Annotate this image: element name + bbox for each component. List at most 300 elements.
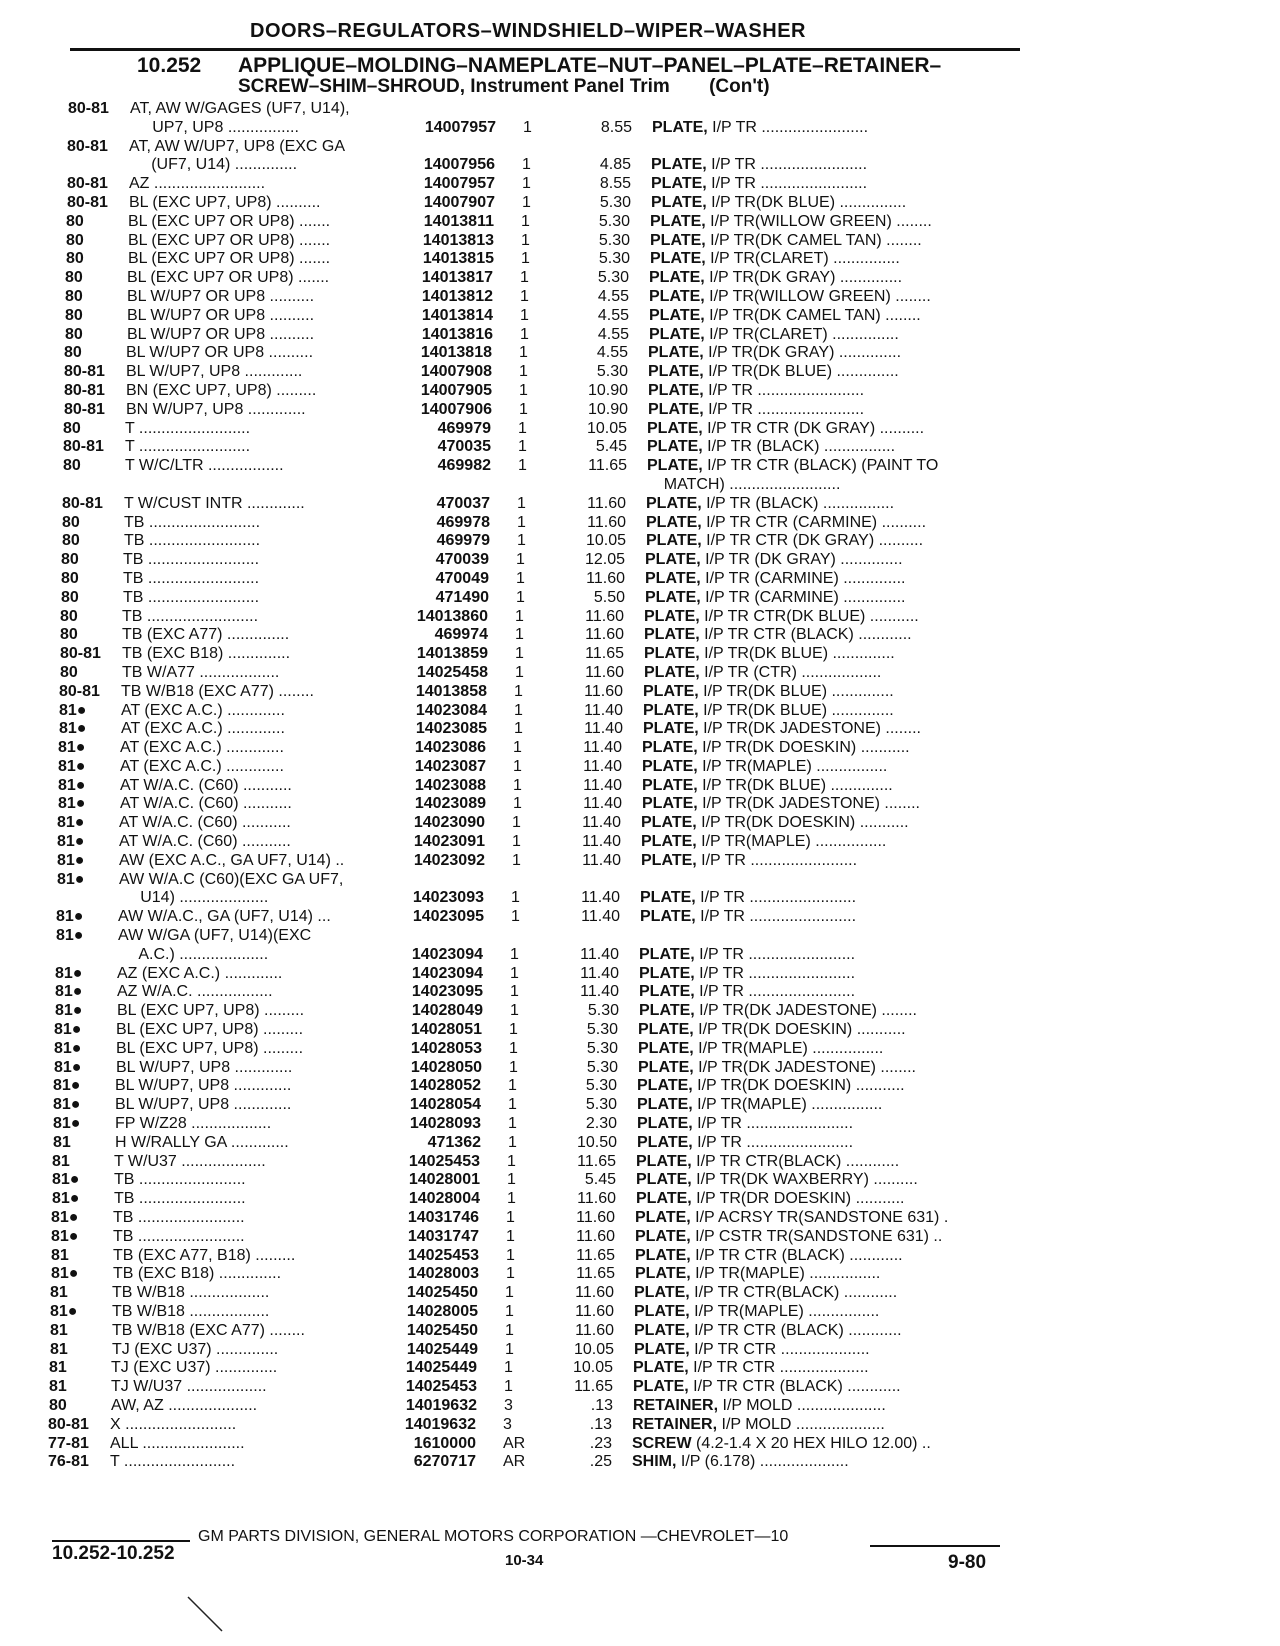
table-row [0, 269, 1280, 288]
row-model-year: 80-81 [64, 400, 105, 418]
row-part-name [645, 570, 1022, 588]
row-part-number: 14028005 [406, 1303, 478, 1320]
row-model-year: 80-81 [64, 381, 105, 399]
row-part-name-keyword: PLATE, [633, 1378, 689, 1396]
row-part-number: 14023086 [414, 739, 486, 757]
row-price: 11.40 [582, 814, 621, 832]
row-price: 11.60 [584, 682, 623, 700]
row-price: 4.55 [597, 306, 629, 324]
row-part-number: 14013858 [415, 682, 487, 700]
row-quantity: 1 [507, 1190, 516, 1208]
row-part-name-detail: I/P TR (BLACK) ................ [702, 438, 896, 456]
row-quantity: 1 [515, 607, 524, 625]
row-model-year: 80 [61, 569, 79, 587]
row-part-name-detail: (4.2-1.4 X 20 HEX HILO 12.00) .. [691, 1434, 931, 1452]
row-price: 11.65 [585, 645, 624, 663]
row-part-name [648, 344, 1022, 362]
table-row [0, 1341, 1280, 1360]
row-quantity: 1 [513, 757, 522, 775]
row-quantity: 1 [518, 457, 527, 475]
row-part-name [638, 1040, 1022, 1058]
table-row [0, 532, 1280, 551]
row-part-name [638, 1059, 1022, 1077]
row-part-name-keyword: PLATE, [645, 569, 701, 587]
row-quantity: 1 [517, 494, 526, 512]
row-part-number: 6270717 [413, 1453, 476, 1471]
row-part-name-keyword: PLATE, [634, 1284, 690, 1302]
row-part-number: 469978 [436, 513, 490, 531]
row-part-name-detail: I/P TR(DK BLUE) ............... [706, 193, 907, 211]
row-quantity: 1 [510, 983, 519, 1001]
table-row [0, 363, 1280, 382]
row-part-name [649, 326, 1022, 344]
row-part-name-keyword: PLATE, [635, 1246, 691, 1264]
row-part-name-keyword: SHIM, [632, 1453, 677, 1471]
row-part-name [645, 589, 1022, 607]
row-quantity: 1 [518, 419, 527, 437]
row-part-name-detail: I/P TR CTR (BLACK) ............ [688, 1378, 901, 1396]
row-price: 5.30 [596, 363, 628, 381]
table-row [0, 589, 1280, 608]
row-usage-description: AT W/A.C. (C60) ........... [119, 814, 291, 832]
row-part-name-detail: I/P TR ........................ [706, 175, 868, 193]
row-quantity: 1 [513, 739, 522, 757]
row-price: 11.40 [583, 776, 622, 794]
row-part-name-detail: I/P TR CTR (BLACK) (PAINT TO [702, 457, 939, 475]
row-quantity: 1 [521, 212, 530, 230]
row-part-name [646, 476, 1022, 494]
row-price: 4.55 [597, 325, 629, 343]
row-price: 11.65 [576, 1265, 615, 1283]
row-part-name-keyword: PLATE, [634, 1321, 690, 1339]
row-usage-description: TB W/B18 (EXC A77) ........ [121, 682, 314, 700]
row-part-name-detail: I/P TR(DK DOESKIN) ........... [696, 814, 909, 832]
row-model-year: 77-81 [48, 1434, 89, 1452]
row-part-name [635, 1209, 1022, 1227]
row-usage-description: UP7, UP8 ................ [130, 118, 299, 136]
table-row [0, 702, 1280, 721]
row-part-number: 470037 [436, 494, 490, 512]
row-part-name-keyword: PLATE, [639, 983, 695, 1001]
row-model-year: 81● [51, 1209, 79, 1227]
row-part-name-keyword: PLATE, [638, 1021, 694, 1039]
row-model-year: 80-81 [64, 363, 105, 381]
row-part-name-keyword: PLATE, [646, 494, 702, 512]
table-row [0, 100, 1280, 119]
row-part-name-keyword: PLATE, [644, 607, 700, 625]
row-price: 5.30 [599, 193, 631, 211]
row-part-name-keyword: PLATE, [636, 1190, 692, 1208]
row-part-name-keyword: PLATE, [643, 720, 699, 738]
row-usage-description: TB ......................... [124, 513, 261, 531]
table-row [0, 344, 1280, 363]
row-model-year: 81● [59, 701, 87, 719]
row-part-name-detail: I/P TR CTR(BLACK) ............ [691, 1152, 900, 1170]
row-usage-description: BL W/UP7 OR UP8 .......... [127, 306, 315, 324]
row-model-year: 81 [50, 1340, 68, 1358]
row-part-name-detail: I/P TR(DK JADESTONE) ........ [697, 795, 920, 813]
row-part-name-detail: I/P TR ........................ [692, 1133, 854, 1151]
table-row [0, 1228, 1280, 1247]
row-model-year: 81● [56, 908, 84, 926]
table-row [0, 1134, 1280, 1153]
row-part-number: 1610000 [413, 1434, 476, 1452]
row-usage-description: (UF7, U14) .............. [129, 156, 298, 174]
row-usage-description: T ......................... [125, 419, 251, 437]
row-part-name-detail: I/P TR(DK DOESKIN) ........... [693, 1021, 906, 1039]
row-part-name-keyword: PLATE, [645, 551, 701, 569]
row-part-name [651, 194, 1022, 212]
table-row [0, 1247, 1280, 1266]
row-part-name-keyword: PLATE, [642, 757, 698, 775]
row-part-name [633, 1359, 1022, 1377]
row-part-number: 14023095 [412, 908, 484, 926]
row-model-year: 80 [63, 457, 81, 475]
row-part-name-keyword: PLATE, [649, 325, 705, 343]
row-model-year: 81● [53, 1096, 81, 1114]
footer-date: 9-80 [948, 1552, 987, 1573]
section-title-line2 [238, 76, 770, 98]
row-price: 11.60 [586, 569, 625, 587]
row-part-name [636, 1190, 1022, 1208]
row-part-number: 14007905 [420, 381, 492, 399]
row-part-number: 470039 [435, 551, 489, 569]
row-part-name-keyword: PLATE, [637, 1096, 693, 1114]
row-usage-description: TB ........................ [113, 1209, 245, 1227]
row-part-number: 14028004 [408, 1190, 480, 1208]
row-part-name-keyword: PLATE, [641, 851, 697, 869]
row-part-number: 469974 [434, 626, 488, 644]
row-part-name-keyword: PLATE, [651, 175, 707, 193]
row-part-name-detail: I/P TR CTR (CARMINE) .......... [701, 513, 927, 531]
row-part-number: 14007957 [423, 175, 495, 193]
row-part-name-detail: I/P TR CTR (BLACK) ............ [689, 1321, 902, 1339]
row-model-year: 81● [57, 814, 85, 832]
row-part-name [643, 720, 1022, 738]
table-row [0, 720, 1280, 739]
row-model-year: 80 [66, 231, 84, 249]
row-price: 11.60 [585, 663, 624, 681]
row-part-name [648, 382, 1022, 400]
row-price: 11.60 [585, 607, 624, 625]
row-quantity: 1 [513, 776, 522, 794]
row-quantity: 1 [509, 1058, 518, 1076]
section-continued: (Con't) [709, 76, 770, 97]
row-part-name-keyword: PLATE, [635, 1209, 691, 1227]
row-price: 10.90 [587, 400, 628, 418]
row-part-number: 14023093 [412, 889, 484, 907]
row-price: 11.40 [584, 701, 623, 719]
row-part-number: 14023084 [415, 701, 487, 719]
row-quantity: 1 [517, 532, 526, 550]
row-part-name-detail: I/P MOLD .................... [718, 1396, 886, 1414]
row-model-year: 80 [60, 663, 78, 681]
row-part-name-keyword: PLATE, [650, 231, 706, 249]
row-part-name-detail: I/P TR CTR (DK GRAY) .......... [702, 419, 925, 437]
row-quantity: 1 [504, 1378, 513, 1396]
row-quantity: AR [503, 1434, 526, 1452]
row-price: 5.30 [585, 1077, 617, 1095]
row-part-name-keyword: PLATE, [636, 1171, 692, 1189]
row-part-name-detail: I/P TR(DK DOESKIN) ........... [697, 739, 910, 757]
row-part-number: 14028050 [410, 1058, 482, 1076]
row-part-name [645, 551, 1022, 569]
row-price: 10.90 [587, 381, 628, 399]
row-usage-description: X ......................... [110, 1415, 237, 1433]
stray-pen-mark [186, 1595, 226, 1635]
row-part-name-keyword: PLATE, [642, 795, 698, 813]
row-usage-description: TB W/A77 .................. [122, 663, 280, 681]
row-quantity: 1 [512, 851, 521, 869]
row-quantity: 1 [508, 1096, 517, 1114]
row-part-number: 470049 [435, 569, 489, 587]
row-price: 11.65 [577, 1152, 616, 1170]
row-quantity: 1 [509, 1039, 518, 1057]
row-part-name-keyword: PLATE, [648, 344, 704, 362]
row-part-name-detail: I/P TR(DK BLUE) .............. [697, 776, 893, 794]
row-part-name-keyword: PLATE, [637, 1133, 693, 1151]
row-part-name-detail: I/P ACRSY TR(SANDSTONE 631) . [690, 1209, 949, 1227]
row-quantity: 1 [511, 908, 520, 926]
table-row [0, 1378, 1280, 1397]
row-usage-description: AZ W/A.C. ................. [117, 983, 273, 1001]
row-usage-description: TB (EXC B18) .............. [122, 645, 291, 663]
row-price: 11.60 [587, 494, 626, 512]
table-row [0, 1453, 1280, 1472]
row-part-number: 14025453 [408, 1152, 480, 1170]
row-model-year: 80 [63, 419, 81, 437]
row-usage-description: BL W/UP7, UP8 ............. [116, 1058, 293, 1076]
row-part-number: 14028049 [411, 1002, 483, 1020]
row-part-number: 14028001 [408, 1171, 480, 1189]
row-price: 11.40 [580, 983, 619, 1001]
row-model-year: 80-81 [68, 100, 109, 117]
row-usage-description: FP W/Z28 .................. [115, 1115, 272, 1133]
row-part-name [635, 1228, 1022, 1246]
row-part-name-detail: I/P TR(DK GRAY) .............. [703, 344, 902, 362]
row-usage-description: BL W/UP7 OR UP8 .......... [127, 287, 315, 305]
row-part-name-keyword: PLATE, [649, 287, 705, 305]
row-part-name [634, 1284, 1022, 1302]
row-part-name-detail: I/P TR(DK DOESKIN) ........... [692, 1077, 905, 1095]
row-quantity: 1 [515, 626, 524, 644]
section-title-line1: APPLIQUE–MOLDING–NAMEPLATE–NUT–PANEL–PLATE–RETAINER– [238, 54, 942, 77]
row-part-number: 14025458 [416, 663, 488, 681]
row-part-name-detail: I/P TR ........................ [707, 118, 869, 136]
row-usage-description: AT, AW W/UP7, UP8 (EXC GA [129, 137, 346, 155]
row-model-year: 81● [59, 720, 87, 738]
row-part-name-detail: I/P TR(DR DOESKIN) ........... [691, 1190, 905, 1208]
row-usage-description: BL (EXC UP7 OR UP8) ....... [127, 269, 330, 287]
row-price: .25 [589, 1453, 612, 1471]
row-model-year: 81● [55, 1002, 83, 1020]
row-price: 11.40 [581, 889, 620, 907]
row-part-name-keyword: PLATE, [644, 663, 700, 681]
table-row [0, 119, 1280, 138]
row-part-name [635, 1265, 1022, 1283]
row-part-name-keyword: PLATE, [649, 269, 705, 287]
row-part-name-detail: I/P TR(CLARET) ............... [704, 325, 899, 343]
row-quantity: 1 [511, 889, 520, 907]
row-part-name [636, 1171, 1022, 1189]
row-part-name [632, 1435, 1022, 1453]
table-row [0, 852, 1280, 871]
row-part-name [642, 758, 1022, 776]
row-part-name-keyword: PLATE, [649, 306, 705, 324]
table-row [0, 476, 1280, 495]
row-part-name-detail: I/P TR(DK CAMEL TAN) ........ [704, 306, 921, 324]
table-row [0, 1416, 1280, 1435]
row-model-year: 80 [61, 588, 79, 606]
row-model-year: 80 [65, 269, 83, 287]
row-quantity: 1 [504, 1359, 513, 1377]
row-part-name [642, 739, 1022, 757]
row-part-name-detail: I/P TR(WILLOW GREEN) ........ [704, 287, 931, 305]
row-part-number: 14023085 [415, 720, 487, 738]
row-part-name-detail: I/P TR ........................ [706, 156, 868, 174]
table-row [0, 664, 1280, 683]
row-price: 10.05 [586, 419, 627, 437]
row-model-year: 80 [60, 607, 78, 625]
row-part-name [649, 288, 1022, 306]
row-usage-description: BL W/UP7, UP8 ............. [126, 363, 303, 381]
row-quantity: 1 [518, 438, 527, 456]
row-usage-description: TB ......................... [122, 607, 259, 625]
row-usage-description: TB W/B18 .................. [112, 1284, 270, 1302]
row-part-name-detail: I/P TR(DK BLUE) .............. [703, 363, 899, 381]
row-part-name-detail: I/P TR(DK BLUE) .............. [699, 645, 895, 663]
row-model-year: 80 [66, 212, 84, 230]
table-row [0, 1096, 1280, 1115]
row-part-name-detail: I/P TR ........................ [694, 964, 856, 982]
row-model-year: 80-81 [62, 494, 103, 512]
row-model-year: 81● [57, 833, 85, 851]
table-row [0, 551, 1280, 570]
row-part-name-detail: I/P TR (CARMINE) .............. [700, 588, 906, 606]
parts-table [0, 100, 1280, 1472]
footer-rule-right [870, 1545, 1000, 1547]
row-part-name-keyword: PLATE, [638, 1058, 694, 1076]
table-row [0, 1077, 1280, 1096]
row-part-name [643, 702, 1022, 720]
row-price: 11.60 [585, 626, 624, 644]
row-part-name [652, 119, 1022, 137]
table-row [0, 156, 1280, 175]
section-title-line2-text: SCREW–SHIM–SHROUD, [238, 76, 465, 97]
table-row [0, 250, 1280, 269]
row-part-name [639, 946, 1022, 964]
row-part-name-keyword: RETAINER, [633, 1396, 719, 1414]
row-part-name-detail: I/P TR ........................ [694, 983, 856, 1001]
row-quantity: 1 [516, 588, 525, 606]
row-quantity: AR [503, 1453, 526, 1471]
row-usage-description: BN W/UP7, UP8 ............. [126, 400, 306, 418]
row-quantity: 3 [504, 1396, 513, 1414]
row-part-name-keyword: PLATE, [643, 701, 699, 719]
row-price: 5.30 [598, 250, 630, 268]
row-price: 5.30 [586, 1039, 618, 1057]
row-quantity: 1 [505, 1340, 514, 1358]
row-part-number: 14013818 [420, 344, 492, 362]
row-model-year: 76-81 [48, 1453, 89, 1471]
row-price: 11.40 [582, 833, 621, 851]
table-row [0, 683, 1280, 702]
row-part-name-keyword: PLATE, [639, 945, 695, 963]
row-model-year: 81● [52, 1190, 80, 1208]
row-model-year: 80 [60, 626, 78, 644]
row-usage-description: T ......................... [125, 438, 251, 456]
row-part-name-keyword: PLATE, [636, 1152, 692, 1170]
table-row [0, 1303, 1280, 1322]
table-row [0, 965, 1280, 984]
row-part-number: 14025449 [405, 1359, 477, 1377]
row-model-year: 81● [51, 1227, 79, 1245]
row-model-year: 81● [50, 1303, 78, 1320]
row-part-number: 471490 [435, 588, 489, 606]
row-quantity: 1 [506, 1209, 515, 1227]
row-model-year: 81● [54, 1021, 82, 1039]
row-part-number: 14023095 [411, 983, 483, 1001]
row-quantity: 1 [519, 344, 528, 362]
row-part-name [634, 1322, 1022, 1340]
row-price: 11.40 [583, 795, 622, 813]
table-row [0, 232, 1280, 251]
table-row [0, 1059, 1280, 1078]
row-part-number: 469979 [436, 532, 490, 550]
row-price: 12.05 [584, 551, 625, 569]
row-part-name [647, 438, 1022, 456]
row-model-year: 81● [56, 927, 84, 945]
row-quantity: 1 [506, 1265, 515, 1283]
table-row [0, 889, 1280, 908]
row-quantity: 1 [522, 193, 531, 211]
row-quantity: 1 [517, 513, 526, 531]
row-part-name [641, 814, 1022, 832]
row-part-name-detail: I/P TR(MAPLE) ................ [689, 1303, 880, 1320]
row-part-number: 14013859 [416, 645, 488, 663]
row-part-name-detail: I/P TR CTR .................... [689, 1340, 870, 1358]
row-part-name [649, 307, 1022, 325]
row-part-name-detail: I/P TR(MAPLE) ................ [692, 1096, 883, 1114]
row-usage-description: AT (EXC A.C.) ............. [121, 701, 285, 719]
table-row [0, 946, 1280, 965]
table-row [0, 514, 1280, 533]
row-part-name [649, 269, 1022, 287]
row-part-name-detail: I/P TR(DK BLUE) .............. [698, 682, 894, 700]
row-part-number: 471362 [427, 1133, 481, 1151]
row-price: 8.55 [600, 118, 632, 136]
row-part-number: 14025449 [406, 1340, 478, 1358]
row-part-name [638, 1021, 1022, 1039]
row-price: 11.40 [582, 851, 621, 869]
table-row [0, 194, 1280, 213]
footer-section-range: 10.252-10.252 [52, 1543, 175, 1564]
row-part-name-detail: I/P TR (DK GRAY) .............. [700, 551, 903, 569]
row-usage-description: T W/CUST INTR ............. [124, 494, 305, 512]
row-part-number: 14013814 [421, 306, 493, 324]
row-quantity: 1 [522, 175, 531, 193]
table-row [0, 1153, 1280, 1172]
row-part-name-detail: I/P TR ........................ [692, 1115, 854, 1133]
row-usage-description: BL (EXC UP7 OR UP8) ....... [128, 231, 331, 249]
row-usage-description: TB ......................... [123, 551, 260, 569]
row-price: 11.60 [575, 1303, 614, 1320]
row-part-number: 469979 [437, 419, 491, 437]
row-part-number: 14007957 [424, 118, 496, 136]
row-quantity: 1 [519, 400, 528, 418]
row-quantity: 1 [523, 118, 532, 136]
row-part-name-detail: I/P CSTR TR(SANDSTONE 631) .. [690, 1227, 943, 1245]
